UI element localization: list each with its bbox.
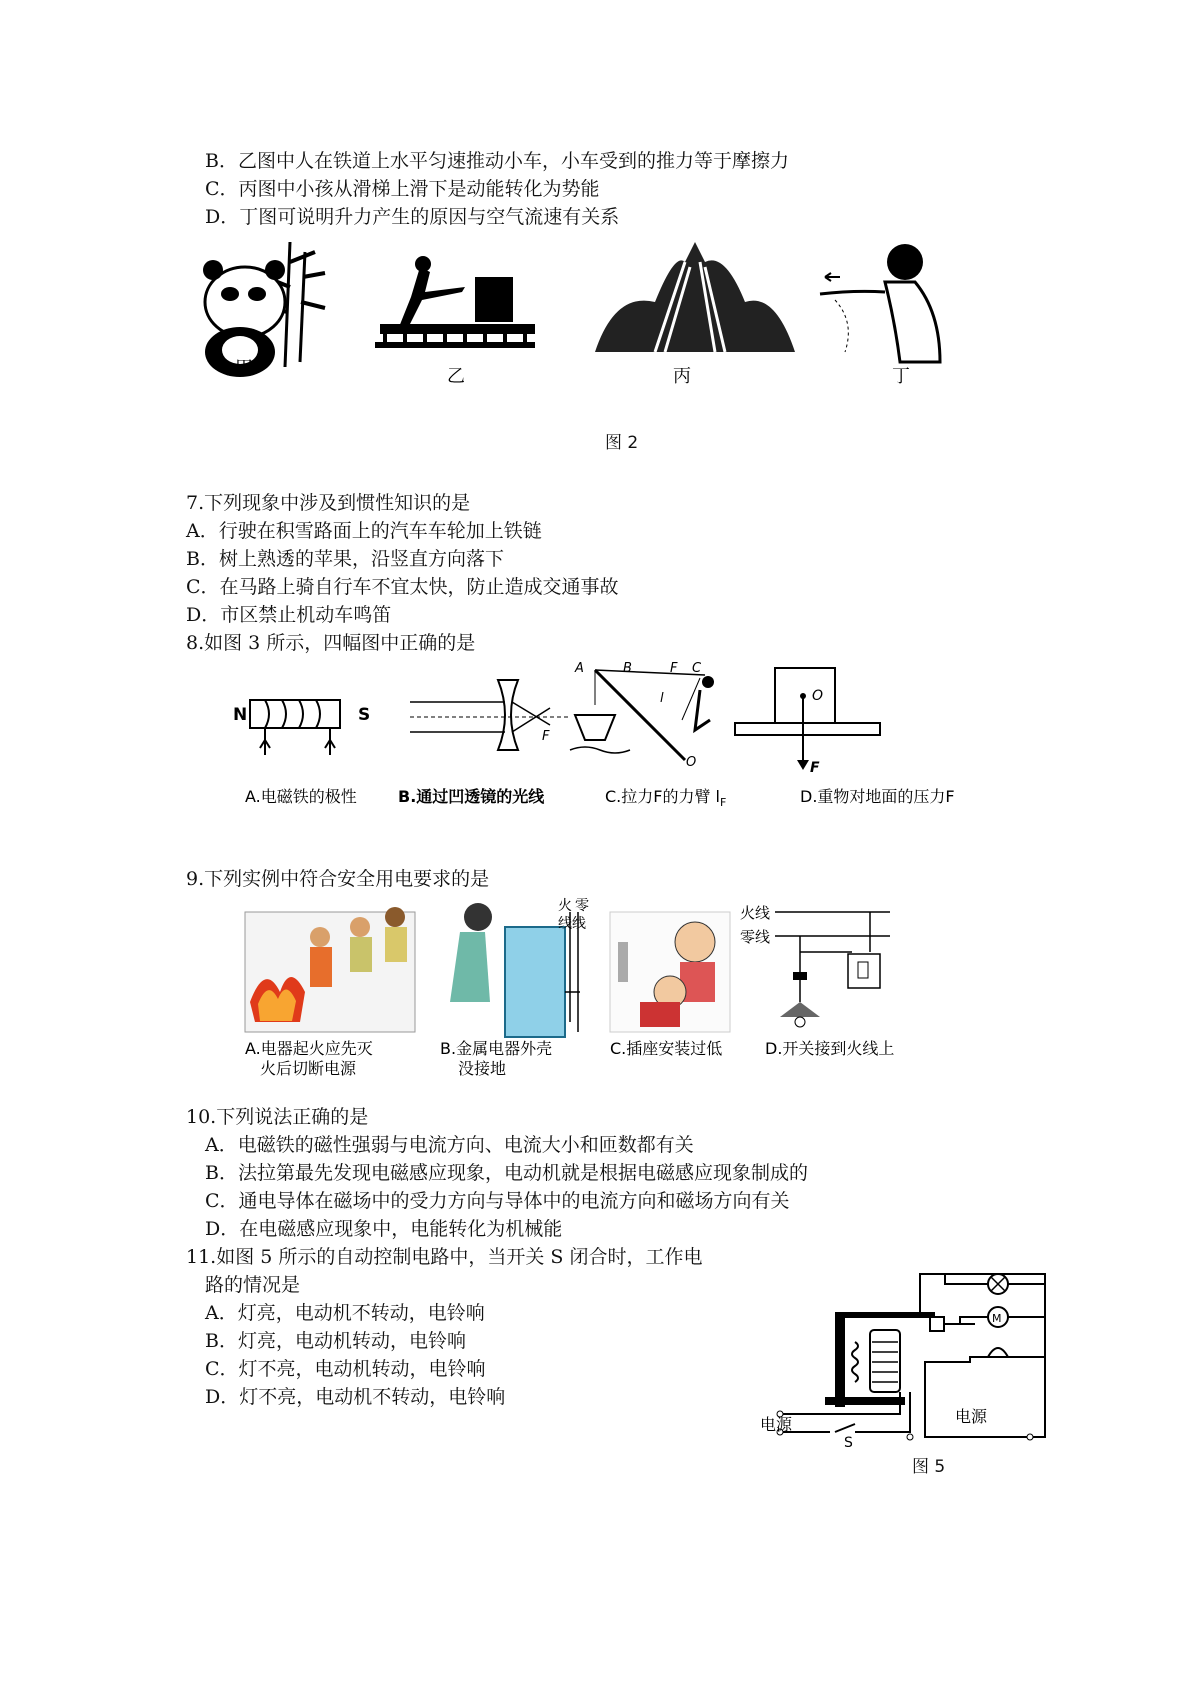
lever-label-o: O xyxy=(686,755,697,770)
figure-5-caption: 图 5 xyxy=(912,1457,946,1477)
fig4-caption-b-line2: 没接地 xyxy=(458,1059,507,1078)
lever-label-l: l xyxy=(660,691,664,706)
fig4-caption-a-line1: A.电器起火应先灭 xyxy=(245,1039,373,1058)
cart-on-rails-illustration xyxy=(375,256,535,348)
fig2-label-bing: 丙 xyxy=(673,366,691,387)
lever-label-c: C xyxy=(692,661,702,676)
q7-option-d: D．市区禁止机动车鸣笛 xyxy=(186,604,392,626)
low-socket-illustration xyxy=(610,912,730,1032)
q10-option-d: D．在电磁感应现象中，电能转化为机械能 xyxy=(205,1218,563,1240)
fig4-caption-a-line2: 火后切断电源 xyxy=(260,1059,357,1078)
q11-stem-line2: 路的情况是 xyxy=(205,1274,301,1296)
q10-option-b: B．法拉第最先发现电磁感应现象，电动机就是根据电磁感应现象制成的 xyxy=(205,1162,808,1184)
motor-symbol-label: M xyxy=(992,1312,1002,1325)
lens-focus-label: F xyxy=(542,729,550,744)
circuit-label-source-left: 电源 xyxy=(760,1415,793,1434)
box-label-o: O xyxy=(812,688,824,704)
electromagnet-diagram xyxy=(250,700,340,755)
fig4-label-fire-line: 火线 xyxy=(740,904,771,922)
q6-option-d: D．丁图可说明升力产生的原因与空气流速有关系 xyxy=(205,206,620,228)
fig4-caption-d: D.开关接到火线上 xyxy=(765,1039,895,1058)
q6-option-b: B．乙图中人在铁道上水平匀速推动小车，小车受到的推力等于摩擦力 xyxy=(205,150,789,172)
fig4-label-zero-line: 零线 xyxy=(740,928,771,946)
panda-bamboo-illustration xyxy=(203,242,325,377)
electromagnet-pole-n: N xyxy=(233,705,248,725)
figure-2 xyxy=(195,232,1035,422)
relay-circuit-diagram xyxy=(777,1274,1045,1440)
fig3-caption-d: D.重物对地面的压力F xyxy=(800,787,955,806)
lever-label-a: A xyxy=(575,661,584,676)
appliance-fire-illustration xyxy=(245,907,415,1032)
fig4-caption-b-line1: B.金属电器外壳 xyxy=(440,1039,553,1058)
figure-4 xyxy=(240,892,1000,1082)
q6-option-c: C．丙图中小孩从滑梯上滑下是动能转化为势能 xyxy=(205,178,600,200)
lever-label-f: F xyxy=(670,661,678,676)
q7-stem: 7.下列现象中涉及到惯性知识的是 xyxy=(186,492,471,514)
figure-5-circuit xyxy=(760,1262,1050,1447)
figure-2-caption: 图 2 xyxy=(605,433,639,453)
slide-illustration xyxy=(595,242,795,352)
switch-live-wire-diagram xyxy=(775,912,890,1027)
blowing-paper-illustration xyxy=(820,244,940,362)
fig2-label-jia: 甲 xyxy=(235,358,253,379)
q7-option-a: A．行驶在积雪路面上的汽车车轮加上铁链 xyxy=(186,520,542,542)
fig3-caption-c: C.拉力F的力臂 $l_F$ xyxy=(605,787,727,809)
box-label-f: F xyxy=(810,760,820,776)
circuit-label-switch: S xyxy=(844,1435,853,1447)
fig3-caption-a: A.电磁铁的极性 xyxy=(245,787,357,806)
fig4-label-ling: 零 xyxy=(575,898,589,914)
fig4-caption-c: C.插座安装过低 xyxy=(610,1039,723,1058)
q11-stem-line1: 11.如图 5 所示的自动控制电路中，当开关 S 闭合时，工作电 xyxy=(186,1246,703,1268)
q8-stem: 8.如图 3 所示，四幅图中正确的是 xyxy=(186,632,476,654)
box-pressure-diagram xyxy=(735,668,880,770)
circuit-label-source-right: 电源 xyxy=(955,1407,988,1426)
lever-label-b: B xyxy=(623,661,632,676)
q11-option-d: D．灯不亮，电动机不转动，电铃响 xyxy=(205,1386,506,1408)
fig3-caption-b: B.通过凹透镜的光线 xyxy=(398,787,545,806)
q10-option-a: A．电磁铁的磁性强弱与电流方向、电流大小和匝数都有关 xyxy=(205,1134,694,1156)
q10-stem: 10.下列说法正确的是 xyxy=(186,1106,369,1128)
q10-option-c: C．通电导体在磁场中的受力方向与导体中的电流方向和磁场方向有关 xyxy=(205,1190,790,1212)
q11-option-a: A．灯亮，电动机不转动，电铃响 xyxy=(205,1302,485,1324)
q7-option-c: C．在马路上骑自行车不宜太快，防止造成交通事故 xyxy=(186,576,619,598)
fig4-label-huo: 火 xyxy=(558,898,572,914)
q11-option-c: C．灯不亮，电动机转动，电铃响 xyxy=(205,1358,486,1380)
q9-stem: 9.下列实例中符合安全用电要求的是 xyxy=(186,868,490,890)
fig2-label-ding: 丁 xyxy=(892,366,910,387)
q7-option-b: B．树上熟透的苹果，沿竖直方向落下 xyxy=(186,548,504,570)
fig2-label-yi: 乙 xyxy=(447,366,465,387)
q11-option-b: B．灯亮，电动机转动，电铃响 xyxy=(205,1330,466,1352)
lever-diagram xyxy=(570,670,714,760)
figure-3 xyxy=(230,660,1010,810)
fig4-label-xian: 线线 xyxy=(558,916,586,932)
electromagnet-pole-s: S xyxy=(358,705,371,725)
